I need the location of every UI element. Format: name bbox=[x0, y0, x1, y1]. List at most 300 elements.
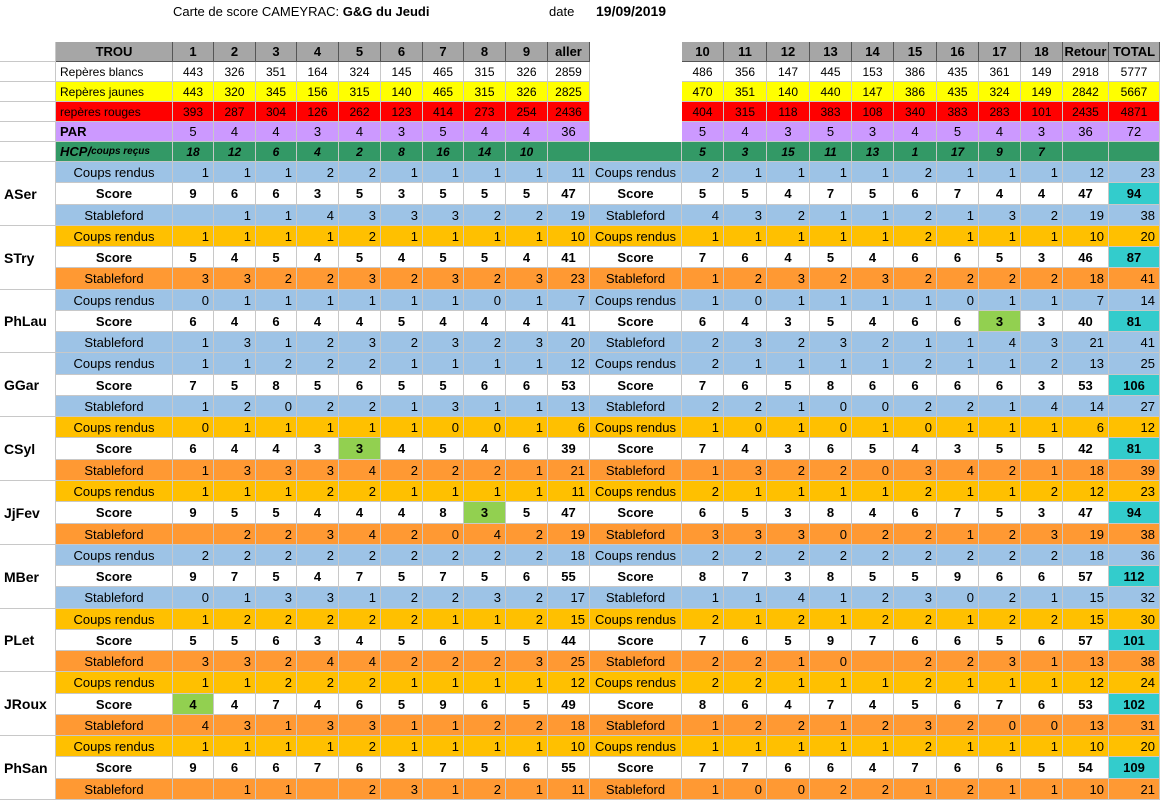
stableford-value: 3 bbox=[894, 587, 937, 609]
score-value: 7 bbox=[810, 694, 852, 715]
stableford-value: 2 bbox=[894, 205, 937, 226]
score-value: 4 bbox=[214, 694, 256, 715]
score-value: 4 bbox=[297, 694, 339, 715]
stableford-value: 2 bbox=[506, 524, 548, 545]
stableford-label: Stableford bbox=[590, 396, 682, 417]
header-hole: 10 bbox=[682, 42, 724, 62]
stableford-value: 3 bbox=[506, 268, 548, 290]
blank bbox=[0, 102, 56, 122]
score-value: 5 bbox=[381, 375, 423, 396]
stableford-value: 3 bbox=[214, 332, 256, 353]
coups-rendus-value: 1 bbox=[852, 290, 894, 311]
spacer bbox=[590, 102, 682, 122]
coups-rendus-value: 1 bbox=[339, 417, 381, 438]
card-title bbox=[173, 4, 429, 19]
stableford-value: 2 bbox=[464, 268, 506, 290]
stableford-value: 3 bbox=[339, 332, 381, 353]
stableford-value: 1 bbox=[1021, 779, 1063, 800]
score-value: 4 bbox=[256, 438, 297, 460]
score-total: 87 bbox=[1109, 247, 1160, 268]
score-value: 4 bbox=[852, 757, 894, 779]
coups-rendus-value: 1 bbox=[810, 226, 852, 247]
stableford-value: 1 bbox=[214, 205, 256, 226]
stableford-label: Stableford bbox=[56, 587, 173, 609]
tee-distance: 320 bbox=[214, 82, 256, 102]
tee-distance: 254 bbox=[506, 102, 548, 122]
coups-rendus-value: 2 bbox=[682, 481, 724, 502]
tee-distance: 123 bbox=[381, 102, 423, 122]
stableford-value: 1 bbox=[1021, 460, 1063, 481]
coups-rendus-value: 2 bbox=[214, 545, 256, 566]
coups-rendus-value: 1 bbox=[173, 162, 214, 183]
stableford-aller: 21 bbox=[548, 460, 590, 481]
score-value: 6 bbox=[937, 630, 979, 651]
stableford-value: 1 bbox=[173, 332, 214, 353]
tee-distance: 465 bbox=[423, 62, 464, 82]
coups-rendus-label: Coups rendus bbox=[590, 290, 682, 311]
player-name: PhSan bbox=[0, 736, 56, 800]
coups-rendus-label: Coups rendus bbox=[56, 609, 173, 630]
stableford-value: 4 bbox=[979, 332, 1021, 353]
spacer bbox=[590, 82, 682, 102]
header-hole: 9 bbox=[506, 42, 548, 62]
coups-rendus-value: 2 bbox=[682, 162, 724, 183]
tee-distance: 326 bbox=[214, 62, 256, 82]
coups-rendus-value: 2 bbox=[724, 672, 767, 694]
header-hole: 2 bbox=[214, 42, 256, 62]
coups-rendus-aller: 12 bbox=[548, 353, 590, 375]
stableford-value: 3 bbox=[381, 205, 423, 226]
stableford-value: 4 bbox=[173, 715, 214, 736]
coups-rendus-value: 2 bbox=[256, 545, 297, 566]
coups-rendus-value: 1 bbox=[767, 417, 810, 438]
stableford-value: 3 bbox=[339, 268, 381, 290]
stableford-value: 4 bbox=[682, 205, 724, 226]
coups-rendus-value: 2 bbox=[724, 545, 767, 566]
stableford-total: 38 bbox=[1109, 205, 1160, 226]
score-value: 6 bbox=[724, 247, 767, 268]
header-hole: 14 bbox=[852, 42, 894, 62]
stableford-total: 38 bbox=[1109, 524, 1160, 545]
stableford-value: 4 bbox=[1021, 396, 1063, 417]
stableford-value: 2 bbox=[256, 268, 297, 290]
coups-rendus-value: 1 bbox=[724, 353, 767, 375]
header-retour: Retour bbox=[1063, 42, 1109, 62]
stableford-value: 1 bbox=[173, 396, 214, 417]
par-value: 4 bbox=[464, 122, 506, 142]
score-value: 7 bbox=[682, 247, 724, 268]
stableford-value: 4 bbox=[297, 651, 339, 672]
coups-rendus-value: 1 bbox=[173, 609, 214, 630]
stableford-value: 1 bbox=[1021, 587, 1063, 609]
coups-rendus-total: 23 bbox=[1109, 481, 1160, 502]
stableford-value: 2 bbox=[506, 715, 548, 736]
stableford-value: 3 bbox=[297, 524, 339, 545]
stableford-value: 2 bbox=[381, 460, 423, 481]
stableford-value: 1 bbox=[339, 587, 381, 609]
tee-retour: 2842 bbox=[1063, 82, 1109, 102]
coups-rendus-value: 1 bbox=[297, 290, 339, 311]
stableford-value bbox=[297, 779, 339, 800]
stableford-value: 2 bbox=[810, 779, 852, 800]
blank bbox=[0, 62, 56, 82]
score-value: 5 bbox=[423, 438, 464, 460]
coups-rendus-value: 0 bbox=[894, 417, 937, 438]
par-value: 4 bbox=[214, 122, 256, 142]
tee-distance: 440 bbox=[810, 82, 852, 102]
stableford-value: 4 bbox=[339, 651, 381, 672]
header-hole: 5 bbox=[339, 42, 381, 62]
par-value: 3 bbox=[767, 122, 810, 142]
coups-rendus-label: Coups rendus bbox=[56, 290, 173, 311]
score-value: 5 bbox=[810, 247, 852, 268]
tee-distance: 147 bbox=[852, 82, 894, 102]
coups-rendus-value: 1 bbox=[214, 481, 256, 502]
coups-rendus-retour: 12 bbox=[1063, 481, 1109, 502]
score-value: 6 bbox=[810, 438, 852, 460]
score-aller: 55 bbox=[548, 757, 590, 779]
hcp-value: 17 bbox=[937, 142, 979, 162]
coups-rendus-value: 1 bbox=[173, 353, 214, 375]
coups-rendus-value: 1 bbox=[724, 226, 767, 247]
score-value: 4 bbox=[381, 247, 423, 268]
score-value: 5 bbox=[256, 566, 297, 587]
coups-rendus-value: 1 bbox=[381, 162, 423, 183]
stableford-value: 3 bbox=[256, 460, 297, 481]
tee-distance: 315 bbox=[339, 82, 381, 102]
score-value: 6 bbox=[894, 630, 937, 651]
score-value: 6 bbox=[979, 757, 1021, 779]
score-label: Score bbox=[56, 566, 173, 587]
stableford-label: Stableford bbox=[590, 332, 682, 353]
coups-rendus-value: 1 bbox=[767, 736, 810, 757]
stableford-value: 3 bbox=[464, 587, 506, 609]
stableford-value: 2 bbox=[852, 779, 894, 800]
score-value: 5 bbox=[852, 566, 894, 587]
coups-rendus-aller: 10 bbox=[548, 226, 590, 247]
tee-distance: 326 bbox=[506, 82, 548, 102]
coups-rendus-value: 1 bbox=[423, 736, 464, 757]
stableford-value: 3 bbox=[339, 205, 381, 226]
coups-rendus-total: 20 bbox=[1109, 736, 1160, 757]
header-hole: 12 bbox=[767, 42, 810, 62]
coups-rendus-value: 2 bbox=[339, 481, 381, 502]
stableford-value: 1 bbox=[256, 779, 297, 800]
coups-rendus-value: 1 bbox=[937, 736, 979, 757]
coups-rendus-value: 1 bbox=[506, 162, 548, 183]
score-value: 5 bbox=[214, 630, 256, 651]
tee-distance: 351 bbox=[256, 62, 297, 82]
coups-rendus-value: 1 bbox=[464, 226, 506, 247]
coups-rendus-retour: 10 bbox=[1063, 226, 1109, 247]
score-value: 6 bbox=[894, 502, 937, 524]
par-aller: 36 bbox=[548, 122, 590, 142]
stableford-value: 1 bbox=[682, 587, 724, 609]
player-name: STry bbox=[0, 226, 56, 290]
coups-rendus-value: 2 bbox=[173, 545, 214, 566]
coups-rendus-retour: 10 bbox=[1063, 736, 1109, 757]
stableford-value: 2 bbox=[894, 524, 937, 545]
player-name: ASer bbox=[0, 162, 56, 226]
coups-rendus-value: 1 bbox=[979, 736, 1021, 757]
coups-rendus-value: 1 bbox=[979, 672, 1021, 694]
par-value: 4 bbox=[979, 122, 1021, 142]
coups-rendus-value: 2 bbox=[1021, 353, 1063, 375]
coups-rendus-value: 2 bbox=[297, 545, 339, 566]
par-value: 4 bbox=[339, 122, 381, 142]
stableford-value: 3 bbox=[767, 524, 810, 545]
score-retour: 47 bbox=[1063, 183, 1109, 205]
score-value: 6 bbox=[937, 757, 979, 779]
coups-rendus-aller: 11 bbox=[548, 162, 590, 183]
tee-total: 5667 bbox=[1109, 82, 1160, 102]
score-total: 101 bbox=[1109, 630, 1160, 651]
coups-rendus-value: 1 bbox=[894, 290, 937, 311]
coups-rendus-value: 2 bbox=[682, 672, 724, 694]
tee-distance: 156 bbox=[297, 82, 339, 102]
coups-rendus-value: 2 bbox=[894, 481, 937, 502]
score-label: Score bbox=[590, 630, 682, 651]
stableford-value bbox=[173, 779, 214, 800]
stableford-value: 0 bbox=[724, 779, 767, 800]
score-label: Score bbox=[56, 183, 173, 205]
coups-rendus-value: 2 bbox=[1021, 481, 1063, 502]
stableford-value: 1 bbox=[852, 205, 894, 226]
header-hole: 16 bbox=[937, 42, 979, 62]
stableford-value: 3 bbox=[506, 332, 548, 353]
tee-distance: 262 bbox=[339, 102, 381, 122]
coups-rendus-value: 1 bbox=[810, 353, 852, 375]
tee-distance: 164 bbox=[297, 62, 339, 82]
coups-rendus-total: 20 bbox=[1109, 226, 1160, 247]
hcp-value: 7 bbox=[1021, 142, 1063, 162]
hcp-value: 5 bbox=[682, 142, 724, 162]
stableford-label: Stableford bbox=[56, 205, 173, 226]
score-value: 3 bbox=[297, 438, 339, 460]
stableford-value: 1 bbox=[937, 524, 979, 545]
coups-rendus-value: 1 bbox=[937, 226, 979, 247]
score-label: Score bbox=[56, 375, 173, 396]
stableford-value: 3 bbox=[506, 651, 548, 672]
score-label: Score bbox=[56, 502, 173, 524]
coups-rendus-value: 1 bbox=[1021, 290, 1063, 311]
score-value: 5 bbox=[506, 183, 548, 205]
score-value: 5 bbox=[214, 502, 256, 524]
score-retour: 53 bbox=[1063, 375, 1109, 396]
score-value: 5 bbox=[1021, 438, 1063, 460]
tee-distance: 304 bbox=[256, 102, 297, 122]
stableford-label: Stableford bbox=[590, 587, 682, 609]
score-value: 6 bbox=[894, 183, 937, 205]
stableford-value: 3 bbox=[339, 715, 381, 736]
stableford-value: 2 bbox=[339, 396, 381, 417]
score-value: 4 bbox=[464, 311, 506, 332]
score-value: 7 bbox=[682, 630, 724, 651]
coups-rendus-value: 2 bbox=[339, 672, 381, 694]
coups-rendus-value: 1 bbox=[810, 162, 852, 183]
tee-distance: 287 bbox=[214, 102, 256, 122]
coups-rendus-value: 2 bbox=[852, 609, 894, 630]
score-value: 6 bbox=[214, 183, 256, 205]
score-value: 7 bbox=[894, 757, 937, 779]
stableford-value: 2 bbox=[724, 715, 767, 736]
coups-rendus-value: 2 bbox=[297, 353, 339, 375]
coups-rendus-total: 23 bbox=[1109, 162, 1160, 183]
score-value: 6 bbox=[506, 375, 548, 396]
coups-rendus-value: 0 bbox=[724, 417, 767, 438]
tee-distance: 340 bbox=[894, 102, 937, 122]
stableford-value: 1 bbox=[506, 460, 548, 481]
title-prefix: Carte de score CAMEYRAC: bbox=[173, 4, 340, 19]
header-hole: 1 bbox=[173, 42, 214, 62]
stableford-value: 2 bbox=[1021, 268, 1063, 290]
stableford-value: 1 bbox=[506, 396, 548, 417]
score-value: 3 bbox=[767, 438, 810, 460]
score-value: 6 bbox=[506, 438, 548, 460]
score-retour: 40 bbox=[1063, 311, 1109, 332]
coups-rendus-label: Coups rendus bbox=[590, 353, 682, 375]
coups-rendus-value: 1 bbox=[214, 736, 256, 757]
coups-rendus-label: Coups rendus bbox=[590, 226, 682, 247]
coups-rendus-label: Coups rendus bbox=[56, 417, 173, 438]
score-value: 6 bbox=[894, 247, 937, 268]
stableford-value: 4 bbox=[937, 460, 979, 481]
score-value: 6 bbox=[256, 183, 297, 205]
stableford-value: 2 bbox=[767, 205, 810, 226]
tee-distance: 140 bbox=[767, 82, 810, 102]
coups-rendus-value: 2 bbox=[894, 609, 937, 630]
coups-rendus-value: 0 bbox=[810, 417, 852, 438]
score-retour: 54 bbox=[1063, 757, 1109, 779]
player-name: MBer bbox=[0, 545, 56, 609]
coups-rendus-value: 0 bbox=[724, 290, 767, 311]
score-value: 3 bbox=[381, 183, 423, 205]
tee-distance: 486 bbox=[682, 62, 724, 82]
coups-rendus-value: 0 bbox=[464, 417, 506, 438]
score-label: Score bbox=[590, 566, 682, 587]
coups-rendus-label: Coups rendus bbox=[56, 545, 173, 566]
header-hole: 11 bbox=[724, 42, 767, 62]
coups-rendus-aller: 18 bbox=[548, 545, 590, 566]
score-value: 4 bbox=[767, 694, 810, 715]
score-value: 9 bbox=[173, 183, 214, 205]
stableford-value: 3 bbox=[1021, 332, 1063, 353]
corner-cell bbox=[0, 42, 56, 62]
score-label: Score bbox=[590, 183, 682, 205]
score-label: Score bbox=[590, 247, 682, 268]
tee-distance: 386 bbox=[894, 62, 937, 82]
stableford-value: 2 bbox=[339, 779, 381, 800]
score-value: 4 bbox=[506, 247, 548, 268]
header-hole: 7 bbox=[423, 42, 464, 62]
score-value: 8 bbox=[682, 694, 724, 715]
score-value: 7 bbox=[937, 183, 979, 205]
stableford-value: 1 bbox=[682, 779, 724, 800]
stableford-value: 2 bbox=[464, 779, 506, 800]
coups-rendus-value: 1 bbox=[1021, 672, 1063, 694]
coups-rendus-value: 1 bbox=[810, 672, 852, 694]
coups-rendus-retour: 12 bbox=[1063, 672, 1109, 694]
stableford-value: 2 bbox=[381, 524, 423, 545]
score-value: 5 bbox=[894, 566, 937, 587]
stableford-value: 2 bbox=[979, 460, 1021, 481]
score-value: 5 bbox=[894, 694, 937, 715]
coups-rendus-value: 2 bbox=[423, 545, 464, 566]
stableford-label: Stableford bbox=[590, 651, 682, 672]
score-value: 7 bbox=[682, 438, 724, 460]
hcp-subtitle: coups reçus bbox=[91, 145, 150, 157]
stableford-value: 1 bbox=[682, 460, 724, 481]
score-value: 6 bbox=[682, 311, 724, 332]
coups-rendus-value: 1 bbox=[464, 736, 506, 757]
coups-rendus-value: 1 bbox=[682, 417, 724, 438]
coups-rendus-value: 1 bbox=[381, 736, 423, 757]
score-value: 7 bbox=[256, 694, 297, 715]
stableford-value: 3 bbox=[423, 396, 464, 417]
stableford-value: 0 bbox=[852, 396, 894, 417]
score-value: 4 bbox=[724, 438, 767, 460]
tee-distance: 443 bbox=[173, 82, 214, 102]
stableford-value: 3 bbox=[724, 524, 767, 545]
coups-rendus-value: 1 bbox=[724, 736, 767, 757]
coups-rendus-value: 2 bbox=[381, 609, 423, 630]
stableford-retour: 18 bbox=[1063, 268, 1109, 290]
stableford-value: 2 bbox=[381, 268, 423, 290]
stableford-value: 2 bbox=[682, 651, 724, 672]
player-name: JjFev bbox=[0, 481, 56, 545]
score-value: 5 bbox=[339, 183, 381, 205]
tee-distance: 386 bbox=[894, 82, 937, 102]
score-label: Score bbox=[590, 694, 682, 715]
coups-rendus-value: 2 bbox=[894, 162, 937, 183]
stableford-value: 2 bbox=[423, 651, 464, 672]
tee-distance: 383 bbox=[810, 102, 852, 122]
tee-distance: 315 bbox=[464, 62, 506, 82]
header-hole: 13 bbox=[810, 42, 852, 62]
coups-rendus-value: 1 bbox=[852, 226, 894, 247]
score-value: 6 bbox=[937, 247, 979, 268]
score-value: 5 bbox=[256, 502, 297, 524]
coups-rendus-value: 2 bbox=[894, 353, 937, 375]
stableford-value: 0 bbox=[767, 779, 810, 800]
header-total: TOTAL bbox=[1109, 42, 1160, 62]
stableford-value: 2 bbox=[937, 779, 979, 800]
coups-rendus-retour: 18 bbox=[1063, 545, 1109, 566]
score-value: 5 bbox=[464, 183, 506, 205]
score-value: 5 bbox=[979, 630, 1021, 651]
coups-rendus-value: 1 bbox=[506, 481, 548, 502]
score-value: 5 bbox=[852, 183, 894, 205]
stableford-retour: 19 bbox=[1063, 524, 1109, 545]
hcp-value: 18 bbox=[173, 142, 214, 162]
spacer bbox=[590, 62, 682, 82]
coups-rendus-value: 2 bbox=[1021, 609, 1063, 630]
coups-rendus-value: 1 bbox=[506, 353, 548, 375]
coups-rendus-value: 1 bbox=[979, 417, 1021, 438]
stableford-value: 3 bbox=[214, 268, 256, 290]
score-value: 6 bbox=[214, 757, 256, 779]
stableford-value: 3 bbox=[767, 268, 810, 290]
score-value: 6 bbox=[339, 375, 381, 396]
score-aller: 39 bbox=[548, 438, 590, 460]
stableford-value: 2 bbox=[682, 332, 724, 353]
hcp-value: 2 bbox=[339, 142, 381, 162]
coups-rendus-value: 1 bbox=[852, 353, 894, 375]
score-value: 6 bbox=[256, 311, 297, 332]
blank bbox=[0, 82, 56, 102]
score-retour: 46 bbox=[1063, 247, 1109, 268]
stableford-value: 2 bbox=[1021, 205, 1063, 226]
